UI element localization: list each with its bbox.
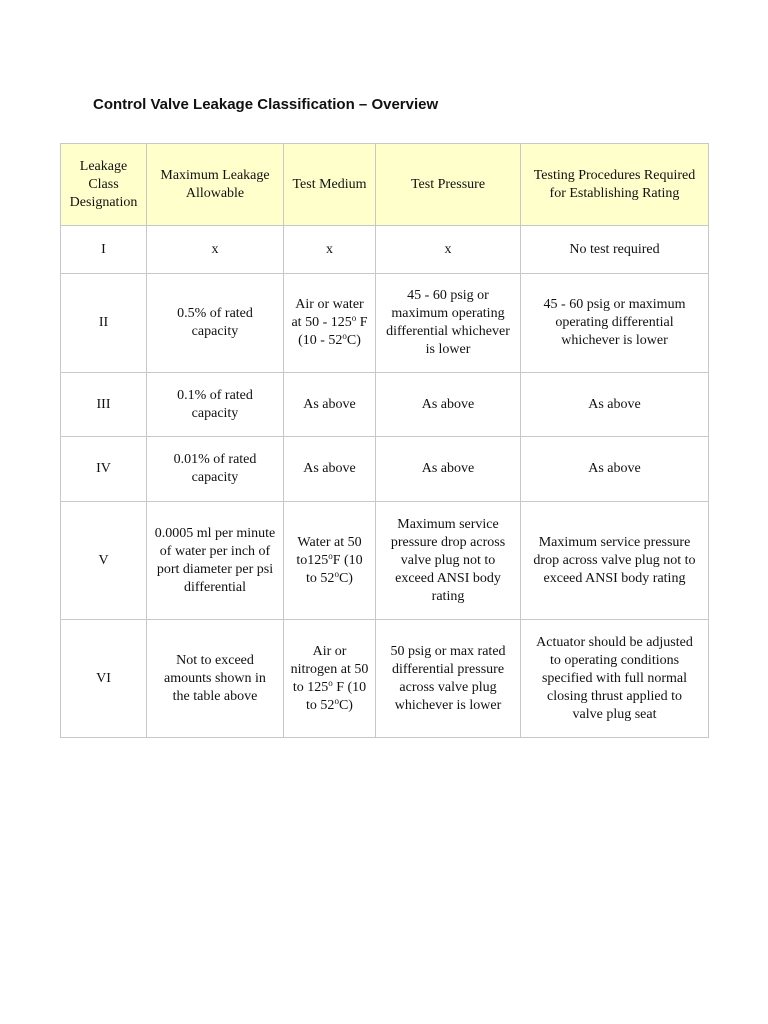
cell-text-line: Not to exceed [176, 652, 254, 668]
cell-test-medium [284, 226, 376, 274]
cell-text-line: As above [588, 461, 641, 476]
cell-test-pressure [376, 373, 521, 437]
cell-text-line: the table above [172, 688, 258, 704]
cell-text-line: 0.01% of rated [173, 452, 257, 467]
cell-test-pressure [376, 620, 521, 738]
cell-class [61, 437, 147, 502]
cell-test-pressure [376, 502, 521, 620]
cell-text-line: Maximum service [397, 516, 499, 532]
cell-text-line: VI [96, 670, 111, 686]
cell-testing-procedure [521, 226, 709, 274]
cell-text-line: 50 psig or max rated [390, 643, 506, 659]
cell-text-line: exceed ANSI body rating [543, 570, 686, 586]
cell-text-line: at 50 - 125$^o$ F [291, 313, 368, 330]
table-row-class-ii [61, 274, 709, 373]
cell-text-line: differential whichever [386, 324, 510, 339]
cell-text-line: Water at 50 [297, 534, 362, 550]
header-test-pressure [376, 144, 521, 226]
cell-test-medium [284, 274, 376, 373]
cell-test-pressure [376, 274, 521, 373]
cell-text-line: Test Medium [292, 176, 367, 192]
cell-text-line: Maximum Leakage [160, 167, 270, 183]
cell-text-line: rating [431, 588, 465, 604]
cell-text-line: x [211, 241, 219, 257]
cell-testing-procedure [521, 373, 709, 437]
cell-text-line: maximum operating [391, 306, 505, 321]
cell-text-line: 0.1% of rated [177, 387, 253, 403]
cell-text-line: capacity [191, 405, 239, 421]
cell-class [61, 620, 147, 738]
cell-text-line: x [326, 241, 333, 257]
cell-max-leakage [147, 437, 284, 502]
cell-text-line: As above [303, 461, 356, 476]
cell-test-medium [284, 620, 376, 738]
cell-text-line: Test Pressure [410, 176, 486, 192]
header-maximum-leakage [147, 144, 284, 226]
cell-text-line: I [101, 241, 106, 257]
cell-text-line: of water per inch of [159, 543, 271, 559]
cell-text-line: Allowable [185, 185, 245, 201]
cell-text-line: 45 - 60 psig or maximum [543, 297, 686, 312]
cell-max-leakage [147, 274, 284, 373]
cell-text-line: As above [303, 396, 356, 412]
cell-text-line: Leakage [79, 158, 128, 174]
cell-text-line: As above [421, 461, 475, 476]
cell-text-line: differential pressure [391, 661, 505, 677]
cell-text-line: to 52$^o$C) [306, 695, 353, 713]
cell-max-leakage [147, 620, 284, 738]
cell-text-line: (10 - 52$^o$C) [298, 331, 361, 348]
cell-text-line: Class [88, 176, 119, 192]
cell-text-line: 0.0005 ml per minute [154, 525, 276, 541]
table-row-class-iv [61, 437, 709, 502]
cell-text-line: valve plug not to [400, 552, 496, 568]
cell-max-leakage [147, 226, 284, 274]
cell-text-line: Air or [312, 643, 347, 659]
cell-text-line: 0.5% of rated [177, 306, 253, 321]
document-title: Control Valve Leakage Classification – Overview [93, 96, 439, 113]
cell-text-line: As above [588, 396, 641, 412]
cell-text-line: 45 - 60 psig or [407, 288, 489, 303]
cell-text-line: amounts shown in [164, 670, 266, 686]
cell-testing-procedure [521, 437, 709, 502]
cell-text-line: to 125$^o$ F (10 [292, 677, 367, 695]
cell-test-pressure [376, 437, 521, 502]
cell-text-line: drop across valve plug not to [533, 552, 696, 568]
cell-testing-procedure [521, 274, 709, 373]
cell-class [61, 502, 147, 620]
cell-class [61, 274, 147, 373]
cell-text-line: to operating conditions [549, 652, 680, 668]
cell-text-line: across valve plug [399, 679, 497, 695]
cell-text-line: Designation [69, 194, 138, 210]
cell-text-line: closing thrust applied to [547, 688, 682, 704]
cell-test-pressure [376, 226, 521, 274]
cell-text-line: whichever is lower [561, 333, 668, 348]
cell-text-line: Air or water [295, 297, 364, 312]
cell-text-line: whichever is lower [394, 697, 502, 713]
cell-text-line: to125$^o$F (10 [296, 550, 363, 568]
cell-text-line: to 52$^o$C) [306, 568, 353, 586]
cell-text-line: capacity [191, 324, 239, 339]
cell-text-line: valve plug seat [572, 706, 657, 722]
cell-testing-procedure [521, 502, 709, 620]
cell-text-line: pressure drop across [390, 534, 506, 550]
cell-max-leakage [147, 502, 284, 620]
table-row-class-iii [61, 373, 709, 437]
cell-text-line: is lower [425, 342, 471, 357]
header-testing-procedures [521, 144, 709, 226]
cell-class [61, 226, 147, 274]
cell-text-line: x [444, 241, 452, 257]
cell-test-medium [284, 437, 376, 502]
cell-text-line: IV [96, 461, 111, 476]
table-row-class-v [61, 502, 709, 620]
cell-test-medium [284, 502, 376, 620]
cell-text-line: specified with full normal [541, 670, 688, 686]
cell-text-line: Actuator should be adjusted [536, 634, 693, 650]
table-row-class-i [61, 226, 709, 274]
header-leakage-class [61, 144, 147, 226]
cell-text-line: operating differential [555, 315, 674, 330]
leakage-classification-table [60, 143, 709, 738]
table-row-class-vi [61, 620, 709, 738]
cell-text-line: As above [421, 396, 475, 412]
cell-text-line: V [98, 552, 109, 568]
cell-text-line: Maximum service pressure [538, 534, 691, 550]
cell-text-line: III [96, 396, 111, 412]
cell-text-line: for Establishing Rating [549, 185, 680, 201]
cell-text-line: port diameter per psi [156, 561, 274, 577]
cell-text-line: exceed ANSI body [395, 570, 501, 586]
cell-class [61, 373, 147, 437]
cell-test-medium [284, 373, 376, 437]
cell-text-line: differential [184, 579, 246, 595]
cell-text-line: II [98, 315, 109, 330]
cell-text-line: capacity [191, 470, 239, 485]
cell-text-line: No test required [569, 241, 660, 257]
table-header-row [61, 144, 709, 226]
cell-text-line: nitrogen at 50 [290, 661, 369, 677]
cell-testing-procedure [521, 620, 709, 738]
cell-text-line: Testing Procedures Required [533, 167, 696, 183]
cell-max-leakage [147, 373, 284, 437]
header-test-medium [284, 144, 376, 226]
